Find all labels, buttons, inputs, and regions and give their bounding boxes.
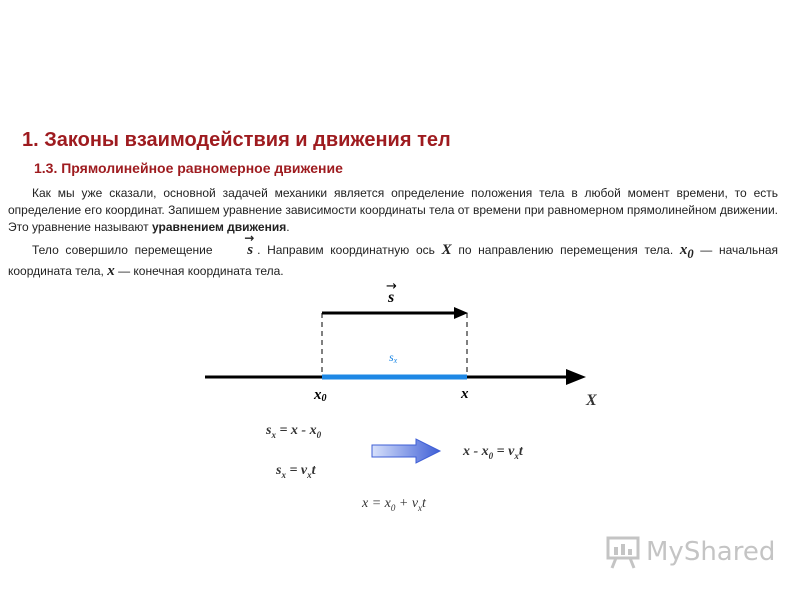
watermark-text: MyShared [646, 537, 776, 567]
implies-arrow-icon [370, 438, 442, 464]
vector-s-label-arrow-icon: → [386, 279, 397, 294]
watermark-logo [606, 535, 775, 569]
vector-s-arrowhead [454, 307, 468, 319]
vector-s-letter: s [247, 242, 254, 258]
displacement-text-4: — начальная координата тела, [8, 243, 778, 278]
displacement-text-2: . Направим координатную ось [257, 243, 442, 257]
x-label: x [461, 386, 469, 402]
formula-x-difference: $x - x_0 = v_xt$ [463, 444, 523, 461]
vector-s-label: s [388, 289, 395, 306]
axis-x-label: X [586, 392, 597, 409]
initial-coordinate-symbol [679, 242, 694, 261]
final-coordinate-symbol: x [107, 263, 115, 279]
x0-label: x0 [314, 387, 327, 404]
initial-coordinate-subscript: 0 [687, 247, 694, 261]
initial-coordinate-letter: x [679, 242, 688, 258]
section-subtitle: 1.3. Прямолинейное равномерное движение [34, 160, 343, 176]
x-axis-arrowhead [566, 369, 586, 385]
vector-s-symbol [219, 231, 257, 259]
intro-period: . [286, 220, 290, 234]
formula-sx-difference: $s_x = x - x_0$ [266, 423, 322, 440]
displacement-text-1: Тело совершило перемещение [32, 243, 220, 257]
displacement-text-3: по направлению перемещения тела. [451, 243, 680, 257]
lesson-title: 1. Законы взаимодействия и движения тел [22, 129, 451, 151]
intro-paragraph [8, 185, 778, 236]
displacement-diagram [0, 270, 800, 420]
projection-sx-label: sx [389, 350, 398, 365]
intro-text: Как мы уже сказали, основной задачей механики является определение положения тела в любой момент времени, то есть определение его координат. Запишем уравнение зависимости координаты тела от времени при равномерном прямолинейном движении. Это уравнение называют [8, 186, 778, 234]
formula-sx-velocity: $s_x = v_xt$ [276, 463, 316, 480]
axis-symbol: X [441, 242, 452, 258]
vector-arrow-icon: → [244, 231, 255, 245]
displacement-text-5: — конечная координата тела. [114, 264, 284, 278]
formula-equation-of-motion: $x = x_0 + v_xt$ [362, 496, 426, 513]
presentation-board-icon [606, 535, 642, 569]
equation-of-motion-term: уравнением движения [152, 220, 287, 234]
